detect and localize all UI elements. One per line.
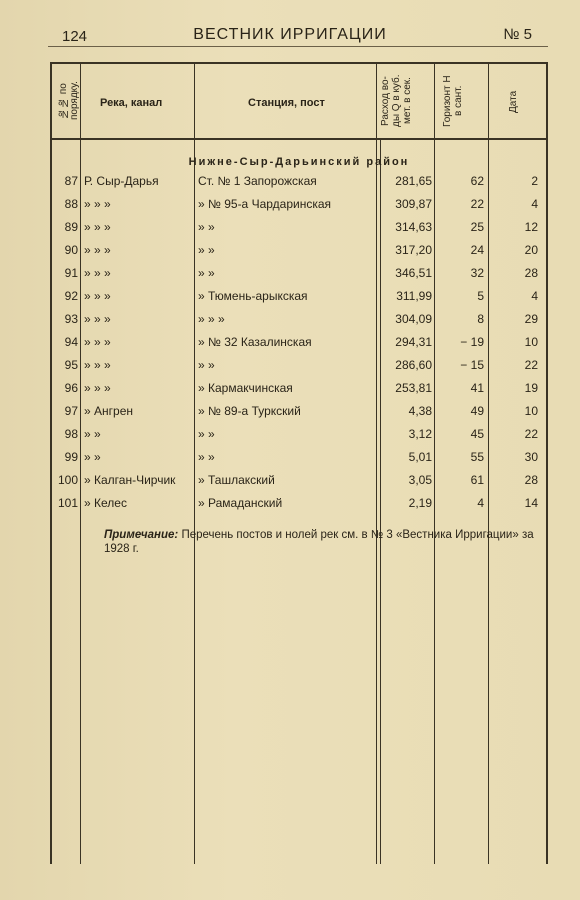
date-cell: 4 <box>531 289 538 303</box>
level-cell: 55 <box>470 450 484 464</box>
level-cell: 25 <box>470 220 484 234</box>
level-cell: 41 <box>470 381 484 395</box>
table-row <box>52 335 546 358</box>
river-cell: » » » <box>84 220 111 234</box>
date-cell: 20 <box>524 243 538 257</box>
date-cell: 10 <box>524 335 538 349</box>
footnote-text: Перечень постов и нолей рек см. в № 3 «Вестника Ирригации» за 1928 г. <box>104 529 534 555</box>
table-header <box>52 64 546 140</box>
river-cell: » » » <box>84 289 111 303</box>
flow-cell: 346,51 <box>395 266 432 280</box>
river-cell: » » » <box>84 266 111 280</box>
station-cell: » № 89-а Туркский <box>198 404 301 418</box>
data-table <box>50 62 548 864</box>
river-cell: » » » <box>84 358 111 372</box>
station-cell: » » <box>198 266 215 280</box>
header-river: Река, канал <box>100 97 163 109</box>
flow-cell: 294,31 <box>395 335 432 349</box>
table-row <box>52 358 546 381</box>
row-number: 101 <box>57 496 78 510</box>
date-cell: 4 <box>531 197 538 211</box>
flow-cell: 281,65 <box>395 174 432 188</box>
river-cell: » » » <box>84 312 111 326</box>
table-row <box>52 220 546 243</box>
row-number: 98 <box>64 427 78 441</box>
level-cell: 62 <box>470 174 484 188</box>
table-row <box>52 473 546 496</box>
row-number: 99 <box>64 450 78 464</box>
header-date: Дата <box>508 90 519 114</box>
row-number: 90 <box>64 243 78 257</box>
level-cell: 24 <box>470 243 484 257</box>
header-station: Станция, пост <box>248 97 325 109</box>
table-row <box>52 496 546 519</box>
level-cell: 32 <box>470 266 484 280</box>
row-number: 91 <box>64 266 78 280</box>
flow-cell: 304,09 <box>395 312 432 326</box>
date-cell: 28 <box>524 266 538 280</box>
date-cell: 14 <box>524 496 538 510</box>
level-cell: 8 <box>477 312 484 326</box>
river-cell: » » » <box>84 335 111 349</box>
flow-cell: 309,87 <box>395 197 432 211</box>
flow-cell: 314,63 <box>395 220 432 234</box>
header-rule <box>48 46 548 47</box>
flow-cell: 253,81 <box>395 381 432 395</box>
level-cell: 61 <box>470 473 484 487</box>
station-cell: » » <box>198 220 215 234</box>
date-cell: 28 <box>524 473 538 487</box>
flow-cell: 3,05 <box>408 473 432 487</box>
flow-cell: 2,19 <box>408 496 432 510</box>
flow-cell: 3,12 <box>408 427 432 441</box>
level-cell: − 15 <box>460 358 484 372</box>
page-number: 124 <box>62 28 88 45</box>
river-cell: » Калган-Чирчик <box>84 473 176 487</box>
row-number: 94 <box>64 335 78 349</box>
date-cell: 30 <box>524 450 538 464</box>
issue-number: № 5 <box>503 26 532 43</box>
header-level: Горизонт H в сант. <box>442 75 464 127</box>
date-cell: 10 <box>524 404 538 418</box>
station-cell: » » <box>198 450 215 464</box>
level-cell: 5 <box>477 289 484 303</box>
table-row <box>52 381 546 404</box>
date-cell: 19 <box>524 381 538 395</box>
station-cell: » № 95-а Чардаринская <box>198 197 332 211</box>
table-row <box>52 266 546 289</box>
date-cell: 22 <box>524 358 538 372</box>
table-row <box>52 404 546 427</box>
level-cell: 4 <box>477 496 484 510</box>
station-cell: Ст. № 1 Запорожская <box>198 174 317 188</box>
row-number: 95 <box>64 358 78 372</box>
row-number: 100 <box>57 473 78 487</box>
station-cell: » № 32 Казалинская <box>198 335 312 349</box>
row-number: 88 <box>64 197 78 211</box>
station-cell: » » <box>198 427 215 441</box>
river-cell: » » » <box>84 243 111 257</box>
row-number: 93 <box>64 312 78 326</box>
table-row <box>52 197 546 220</box>
station-cell: » Ташлакский <box>198 473 275 487</box>
level-cell: − 19 <box>460 335 484 349</box>
row-number: 96 <box>64 381 78 395</box>
river-cell: » » <box>84 427 101 441</box>
river-cell: » » » <box>84 381 111 395</box>
table-row <box>52 243 546 266</box>
region-heading: Нижне-Сыр-Дарьинский район <box>188 156 410 168</box>
journal-title: ВЕСТНИК ИРРИГАЦИИ <box>193 26 387 43</box>
flow-cell: 4,38 <box>408 404 432 418</box>
river-cell: » » <box>84 450 101 464</box>
row-number: 97 <box>64 404 78 418</box>
river-cell: » Ангрен <box>84 404 133 418</box>
row-number: 92 <box>64 289 78 303</box>
table-row <box>52 174 546 197</box>
level-cell: 49 <box>470 404 484 418</box>
row-number: 89 <box>64 220 78 234</box>
river-cell: » Келес <box>84 496 127 510</box>
date-cell: 12 <box>524 220 538 234</box>
footnote-label: Примечание: <box>104 529 179 541</box>
footnote <box>104 528 544 556</box>
flow-cell: 317,20 <box>395 243 432 257</box>
flow-cell: 286,60 <box>395 358 432 372</box>
date-cell: 2 <box>531 174 538 188</box>
station-cell: » Тюмень-арыкская <box>198 289 308 303</box>
station-cell: » » <box>198 243 215 257</box>
date-cell: 29 <box>524 312 538 326</box>
row-number: 87 <box>64 174 78 188</box>
table-row <box>52 312 546 335</box>
station-cell: » » <box>198 358 215 372</box>
header-num: №№ по порядку. <box>58 81 80 121</box>
river-cell: Р. Сыр-Дарья <box>84 174 159 188</box>
station-cell: » » » <box>198 312 225 326</box>
date-cell: 22 <box>524 427 538 441</box>
running-head <box>0 22 580 48</box>
table-row <box>52 289 546 312</box>
flow-cell: 5,01 <box>408 450 432 464</box>
header-flow: Расход во- ды Q в куб. мет. в сек. <box>380 74 413 128</box>
station-cell: » Рамаданский <box>198 496 283 510</box>
river-cell: » » » <box>84 197 111 211</box>
level-cell: 22 <box>470 197 484 211</box>
station-cell: » Кармакчинская <box>198 381 293 395</box>
table-row <box>52 450 546 473</box>
level-cell: 45 <box>470 427 484 441</box>
flow-cell: 311,99 <box>396 289 432 303</box>
table-row <box>52 427 546 450</box>
